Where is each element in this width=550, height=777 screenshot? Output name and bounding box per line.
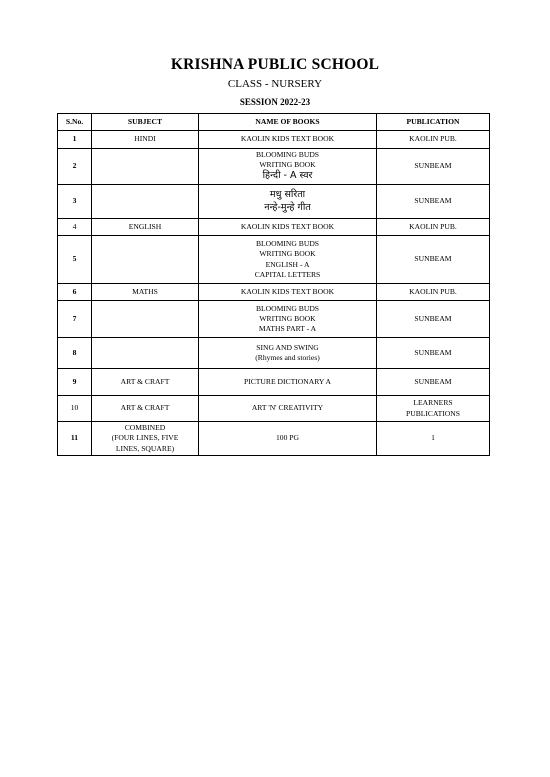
cell-line: LEARNERS bbox=[413, 398, 453, 408]
cell-line: HINDI bbox=[134, 134, 156, 144]
column-header-sno: S.No. bbox=[58, 114, 92, 131]
cell-publication bbox=[377, 301, 490, 338]
cell-line: KAOLIN PUB. bbox=[409, 286, 457, 296]
cell-line: ART & CRAFT bbox=[120, 403, 170, 413]
cell-books bbox=[199, 149, 377, 185]
cell-line: KAOLIN KIDS TEXT BOOK bbox=[240, 286, 335, 296]
cell-subject bbox=[92, 284, 199, 301]
school-name: KRISHNA PUBLIC SCHOOL bbox=[170, 56, 380, 73]
cell-books bbox=[199, 131, 377, 149]
cell-line: ART & CRAFT bbox=[120, 376, 170, 386]
cell-line: MATHS PART - A bbox=[258, 324, 317, 334]
cell-publication bbox=[377, 131, 490, 149]
cell-line: SUNBEAM bbox=[414, 376, 452, 386]
cell-sno: 9 bbox=[58, 369, 92, 396]
cell-books bbox=[199, 301, 377, 338]
cell-line: SUNBEAM bbox=[414, 313, 452, 323]
cell-sno: 5 bbox=[58, 236, 92, 284]
cell-subject bbox=[92, 369, 199, 396]
cell-line: KAOLIN KIDS TEXT BOOK bbox=[240, 221, 335, 231]
cell-books bbox=[199, 369, 377, 396]
column-header-books: NAME OF BOOKS bbox=[199, 114, 377, 131]
cell-publication bbox=[377, 284, 490, 301]
cell-sno: 8 bbox=[58, 338, 92, 369]
cell-line: BLOOMING BUDS bbox=[255, 149, 320, 159]
cell-line: ENGLISH bbox=[128, 221, 162, 231]
table-row bbox=[58, 236, 490, 284]
cell-line: SUNBEAM bbox=[414, 347, 452, 357]
cell-books bbox=[199, 219, 377, 236]
cell-sno: 7 bbox=[58, 301, 92, 338]
table-row bbox=[58, 284, 490, 301]
cell-line: 1 bbox=[431, 433, 435, 443]
cell-publication bbox=[377, 369, 490, 396]
table-row bbox=[58, 301, 490, 338]
cell-line: KAOLIN KIDS TEXT BOOK bbox=[240, 134, 335, 144]
cell-line: MATHS bbox=[132, 286, 158, 296]
cell-publication bbox=[377, 422, 490, 456]
cell-line: 100 PG bbox=[276, 433, 299, 443]
cell-subject bbox=[92, 219, 199, 236]
cell-sno: 1 bbox=[58, 131, 92, 149]
cell-books bbox=[199, 422, 377, 456]
cell-line: (FOUR LINES, FIVE bbox=[111, 433, 179, 443]
cell-publication bbox=[377, 396, 490, 422]
cell-sno: 4 bbox=[58, 219, 92, 236]
cell-line: LINES, SQUARE) bbox=[115, 443, 175, 453]
cell-line: CAPITAL LETTERS bbox=[254, 269, 321, 279]
cell-subject bbox=[92, 185, 199, 219]
cell-publication bbox=[377, 185, 490, 219]
cell-line: हिन्दी - A स्वर bbox=[262, 170, 313, 182]
cell-line: WRITING BOOK bbox=[259, 160, 316, 170]
cell-sno: 11 bbox=[58, 422, 92, 456]
table-row bbox=[58, 131, 490, 149]
cell-line: ART 'N' CREATIVITY bbox=[251, 403, 324, 413]
cell-line: BLOOMING BUDS bbox=[255, 239, 320, 248]
cell-sno: 6 bbox=[58, 284, 92, 301]
table-row bbox=[58, 338, 490, 369]
table-row bbox=[58, 185, 490, 219]
cell-line: ENGLISH - A bbox=[265, 259, 310, 269]
cell-subject bbox=[92, 422, 199, 456]
cell-books bbox=[199, 338, 377, 369]
class-title: CLASS - NURSERY bbox=[227, 78, 323, 90]
table-row bbox=[58, 422, 490, 456]
cell-subject bbox=[92, 301, 199, 338]
table-header-row bbox=[58, 114, 490, 131]
cell-sno: 2 bbox=[58, 149, 92, 185]
cell-line: WRITING BOOK bbox=[259, 249, 316, 259]
cell-books bbox=[199, 284, 377, 301]
cell-line: नन्हे-मुन्हे गीत bbox=[264, 201, 311, 213]
cell-line: BLOOMING BUDS bbox=[255, 303, 320, 313]
column-header-subject: SUBJECT bbox=[92, 114, 199, 131]
table-row bbox=[58, 149, 490, 185]
cell-sno: 3 bbox=[58, 185, 92, 219]
cell-line: मधु सरिता bbox=[269, 188, 306, 200]
cell-subject bbox=[92, 396, 199, 422]
cell-subject bbox=[92, 131, 199, 149]
cell-publication bbox=[377, 219, 490, 236]
cell-publication bbox=[377, 236, 490, 284]
cell-subject bbox=[92, 338, 199, 369]
cell-line: SUNBEAM bbox=[414, 254, 452, 264]
cell-line: WRITING BOOK bbox=[259, 313, 316, 323]
session-title: SESSION 2022-23 bbox=[239, 97, 311, 107]
column-header-publication: PUBLICATION bbox=[377, 114, 490, 131]
cell-subject bbox=[92, 236, 199, 284]
cell-line: COMBINED bbox=[124, 423, 166, 433]
cell-publication bbox=[377, 338, 490, 369]
cell-publication bbox=[377, 149, 490, 185]
cell-books bbox=[199, 236, 377, 284]
cell-line: SUNBEAM bbox=[414, 161, 452, 171]
table-row bbox=[58, 396, 490, 422]
table-row bbox=[58, 369, 490, 396]
cell-line: SING AND SWING bbox=[256, 342, 319, 352]
cell-line: PUBLICATIONS bbox=[405, 408, 460, 418]
cell-line: KAOLIN PUB. bbox=[409, 221, 457, 231]
cell-line: SUNBEAM bbox=[414, 196, 452, 206]
table-row bbox=[58, 219, 490, 236]
cell-line: KAOLIN PUB. bbox=[409, 134, 457, 144]
book-list-table bbox=[57, 113, 490, 456]
cell-subject bbox=[92, 149, 199, 185]
cell-line: (Rhymes and stories) bbox=[255, 353, 320, 362]
cell-books bbox=[199, 185, 377, 219]
cell-books bbox=[199, 396, 377, 422]
cell-sno: 10 bbox=[58, 396, 92, 422]
cell-line: PICTURE DICTIONARY A bbox=[243, 376, 332, 386]
